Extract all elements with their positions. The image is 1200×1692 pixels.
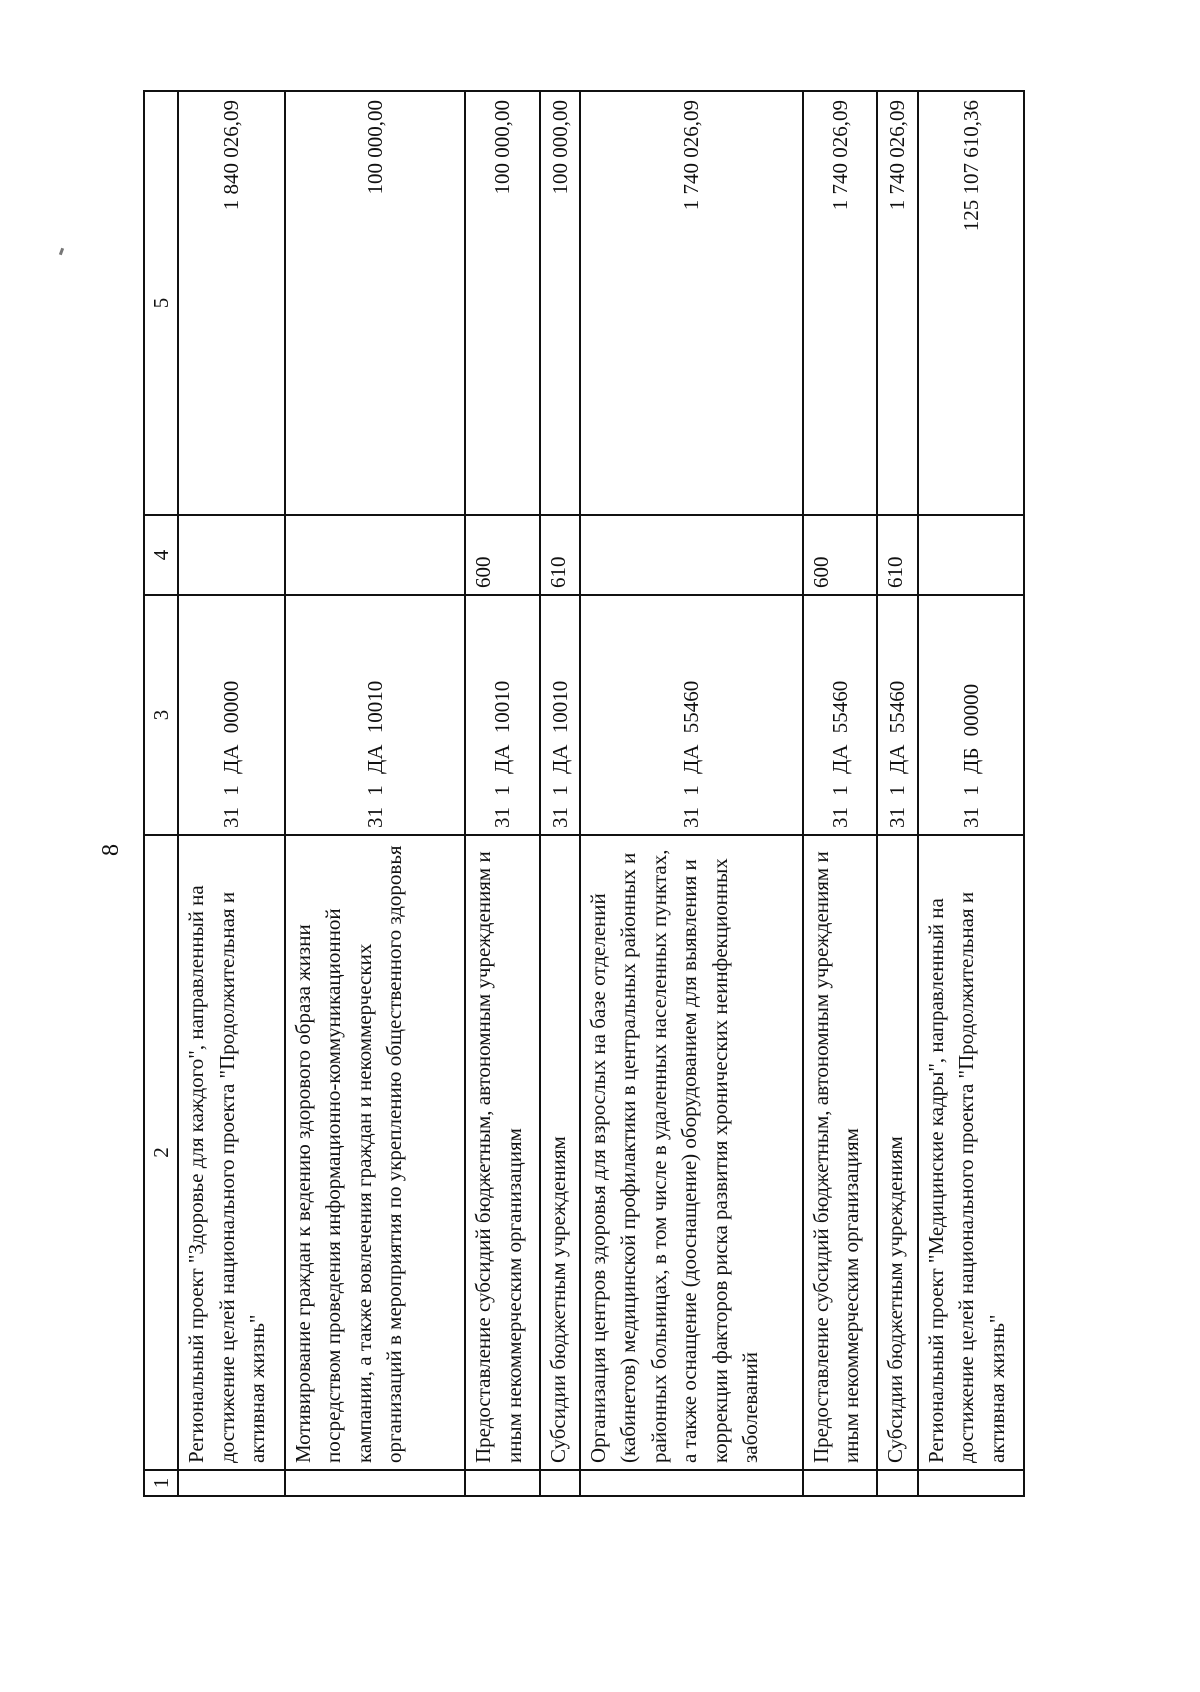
cell-col-1 [803, 1470, 877, 1496]
cell-type: 600 [465, 515, 539, 595]
cell-code: 31 1 ДА 10010 [540, 595, 580, 835]
cell-description: Региональный проект "Медицинские кадры", направленный на достижение целей национального проекта "Продолжительная и активная жизнь" [918, 835, 1024, 1470]
page-number: 8 [98, 844, 124, 856]
cell-amount: 1 840 026,09 [178, 91, 284, 515]
cell-code: 31 1 ДА 55460 [877, 595, 917, 835]
header-col-2: 2 [144, 835, 178, 1470]
cell-col-1 [877, 1470, 917, 1496]
cell-col-1 [540, 1470, 580, 1496]
table-row [465, 91, 539, 1496]
cell-code: 31 1 ДА 55460 [580, 595, 803, 835]
rotated-table-container [143, 92, 1025, 1497]
header-col-3: 3 [144, 595, 178, 835]
cell-type [178, 515, 284, 595]
table-row [285, 91, 466, 1496]
table-row [877, 91, 917, 1496]
header-col-1: 1 [144, 1470, 178, 1496]
cell-description: Предоставление субсидий бюджетным, автономным учреждениям и иным некоммерческим организациям [803, 835, 877, 1470]
cell-type [285, 515, 466, 595]
budget-table [143, 90, 1025, 1497]
cell-amount: 1 740 026,09 [877, 91, 917, 515]
cell-amount: 100 000,00 [465, 91, 539, 515]
cell-description: Региональный проект "Здоровье для каждого", направленный на достижение целей национального проекта "Продолжительная и активная жизнь" [178, 835, 284, 1470]
cell-col-1 [580, 1470, 803, 1496]
cell-code: 31 1 ДА 10010 [465, 595, 539, 835]
cell-amount: 100 000,00 [285, 91, 466, 515]
cell-amount: 125 107 610,36 [918, 91, 1024, 515]
cell-col-1 [178, 1470, 284, 1496]
scan-speck [59, 248, 64, 256]
cell-col-1 [465, 1470, 539, 1496]
cell-type [580, 515, 803, 595]
cell-description: Организация центров здоровья для взрослых на базе отделений (кабинетов) медицинской профилактики в центральных районных и районных больницах, в том числе в удаленных населенных пунктах, а также оснащение (дооснащение) оборудованием для выявления и коррекции факторов риска развития хронических неинфекционных заболеваний [580, 835, 803, 1470]
cell-type [918, 515, 1024, 595]
cell-description: Мотивирование граждан к ведению здорового образа жизни посредством проведения информационно-коммуникационной кампании, а также вовлечения граждан и некоммерческих организаций в мероприятия по укреплению общественного здоровья [285, 835, 466, 1470]
cell-type: 610 [877, 515, 917, 595]
table-row [178, 91, 284, 1496]
cell-col-1 [918, 1470, 1024, 1496]
cell-description: Предоставление субсидий бюджетным, автономным учреждениям и иным некоммерческим организациям [465, 835, 539, 1470]
cell-type: 600 [803, 515, 877, 595]
table-row [540, 91, 580, 1496]
cell-code: 31 1 ДА 00000 [178, 595, 284, 835]
cell-code: 31 1 ДА 55460 [803, 595, 877, 835]
header-col-5: 5 [144, 91, 178, 515]
cell-description: Субсидии бюджетным учреждениям [540, 835, 580, 1470]
table-row [803, 91, 877, 1496]
table-row [918, 91, 1024, 1496]
cell-code: 31 1 ДБ 00000 [918, 595, 1024, 835]
cell-amount: 100 000,00 [540, 91, 580, 515]
table-row [580, 91, 803, 1496]
cell-col-1 [285, 1470, 466, 1496]
table-header-row [144, 91, 178, 1496]
header-col-4: 4 [144, 515, 178, 595]
cell-description: Субсидии бюджетным учреждениям [877, 835, 917, 1470]
cell-amount: 1 740 026,09 [580, 91, 803, 515]
cell-code: 31 1 ДА 10010 [285, 595, 466, 835]
cell-type: 610 [540, 515, 580, 595]
cell-amount: 1 740 026,09 [803, 91, 877, 515]
